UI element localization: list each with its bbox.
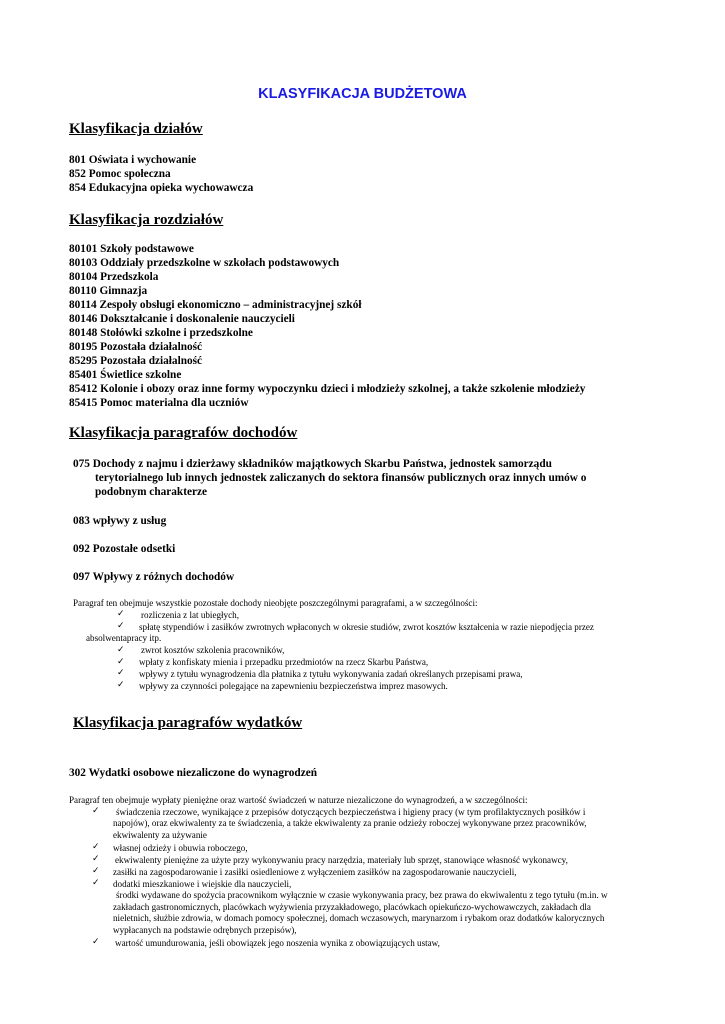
paragraph-075-line: podobnym charakterze <box>95 486 208 498</box>
list-item: środki wydawane do spożycia pracownikom wyłącznie w czasie wykonywania pracy, bez prawa do ekwiwalentu z tego tytułu (m.in. w <box>116 890 608 900</box>
list-item: 85412 Kolonie i obozy oraz inne formy wypoczynku dzieci i młodzieży szkolnej, a także szkolenie młodzieży <box>69 383 586 395</box>
list-item: wpływy za czynności polegające na zapewnieniu bezpieczeństwa imprez masowych. <box>139 681 448 691</box>
list-item: spłatę stypendiów i zasiłków zwrotnych wpłaconych w okresie studiów, zwrot kosztów kształcenia w razie niepodjęcia przez <box>139 622 594 632</box>
check-icon: ✓ <box>92 854 100 864</box>
list-item: zwrot kosztów szkolenia pracowników, <box>141 645 285 655</box>
list-item: 80114 Zespoły obsługi ekonomiczno – administracyjnej szkół <box>69 299 362 311</box>
check-icon: ✓ <box>92 937 100 947</box>
check-icon: ✓ <box>92 866 100 876</box>
paragraph-075-line: 075 Dochody z najmu i dzierżawy składników majątkowych Skarbu Państwa, jednostek samorządu <box>73 458 552 470</box>
list-item: 85295 Pozostała działalność <box>69 355 203 367</box>
heading-wydatki: Klasyfikacja paragrafów wydatków <box>73 715 303 731</box>
heading-dochody: Klasyfikacja paragrafów dochodów <box>69 425 298 441</box>
check-icon: ✓ <box>117 680 125 690</box>
check-icon: ✓ <box>117 645 125 655</box>
paragraph-302-intro: Paragraf ten obejmuje wypłaty pieniężne oraz wartość świadczeń w naturze niezaliczone do wynagrodzeń, a w szczególności: <box>69 795 528 805</box>
list-item: 854 Edukacyjna opieka wychowawcza <box>69 182 254 194</box>
list-item: 80110 Gimnazja <box>69 285 148 297</box>
list-item: świadczenia rzeczowe, wynikające z przepisów dotyczących bezpieczeństwa i higieny pracy (w tym profilaktycznych posiłków i <box>116 807 586 817</box>
list-item: 80195 Pozostała działalność <box>69 341 203 353</box>
document-title: KLASYFIKACJA BUDŻETOWA <box>258 86 467 102</box>
check-icon: ✓ <box>92 842 100 852</box>
list-item: 85401 Świetlice szkolne <box>69 369 182 381</box>
list-item: 80101 Szkoły podstawowe <box>69 243 194 255</box>
list-item: 80146 Dokształcanie i doskonalenie nauczycieli <box>69 313 295 325</box>
list-item: napojów), oraz ekwiwalenty za te świadczenia, a także ekwiwalenty za pranie odzieży roboczej wykonywane przez pracowników, <box>113 818 587 828</box>
dzialy-list <box>69 153 253 195</box>
paragraph-097-intro: Paragraf ten obejmuje wszystkie pozostałe dochody nieobjęte poszczególnymi paragrafami, a w szczególności: <box>73 598 478 608</box>
list-item: zasiłki na zagospodarowanie i zasiłki osiedleniowe z wyłączeniem zasiłków na zagospodarowanie nauczycieli, <box>113 867 517 877</box>
list-item: dodatki mieszkaniowe i wiejskie dla nauczycieli, <box>113 879 292 889</box>
heading-rozdzialy: Klasyfikacja rozdziałów <box>69 212 224 228</box>
check-icon: ✓ <box>92 878 100 888</box>
paragraph-075 <box>73 457 586 499</box>
list-item: wpływy z tytułu wynagrodzenia dla płatnika z tytułu wykonywania zadań określanych przepisami prawa, <box>139 669 523 679</box>
paragraph-083: 083 wpływy z usług <box>73 515 167 527</box>
paragraph-075-line: terytorialnego lub innych jednostek zaliczanych do sektora finansów publicznych oraz innych umów o <box>95 472 587 484</box>
list-item: zakładach gastronomicznych, placówkach wyżywienia przyzakładowego, placówkach opiekuńczo-wychowawczych, zakładach dla <box>113 902 591 912</box>
list-item: 80148 Stołówki szkolne i przedszkolne <box>69 327 253 339</box>
paragraph-097: 097 Wpływy z różnych dochodów <box>73 571 235 583</box>
list-item: wartość umundurowania, jeśli obowiązek jego noszenia wynika z obowiązujących ustaw, <box>115 938 440 948</box>
list-item: 852 Pomoc społeczna <box>69 168 171 180</box>
check-icon: ✓ <box>117 657 125 667</box>
list-item: 801 Oświata i wychowanie <box>69 154 197 166</box>
heading-dzialy: Klasyfikacja działów <box>69 121 203 137</box>
list-item: absolwentapracy itp. <box>86 633 162 643</box>
list-item: 80103 Oddziały przedszkolne w szkołach podstawowych <box>69 257 340 269</box>
check-icon: ✓ <box>92 806 100 816</box>
list-item: wypłacanych na podstawie odrębnych przepisów), <box>113 925 297 935</box>
list-item: ekwiwalenty pieniężne za użyte przy wykonywaniu pracy narzędzia, materiały lub sprzęt, stanowiące własność wykonawcy, <box>115 855 568 865</box>
paragraph-302: 302 Wydatki osobowe niezaliczone do wynagrodzeń <box>69 767 318 779</box>
list-item: ekwiwalenty za używanie <box>113 830 207 840</box>
list-item: rozliczenia z lat ubiegłych, <box>141 610 239 620</box>
check-icon: ✓ <box>117 621 125 631</box>
list-item: nieletnich, służbie zdrowia, w domach pomocy społecznej, domach wczasowych, marynarzom i rybakom oraz dodatków kalorycznych <box>113 913 605 923</box>
rozdzialy-list <box>69 242 585 410</box>
check-icon: ✓ <box>117 668 125 678</box>
list-item: 80104 Przedszkola <box>69 271 159 283</box>
list-item: 85415 Pomoc materialna dla uczniów <box>69 397 249 409</box>
list-item: wpłaty z konfiskaty mienia i przepadku przedmiotów na rzecz Skarbu Państwa, <box>139 657 429 667</box>
paragraph-092: 092 Pozostałe odsetki <box>73 543 176 555</box>
check-icon: ✓ <box>117 609 125 619</box>
list-item: własnej odzieży i obuwia roboczego, <box>113 843 248 853</box>
